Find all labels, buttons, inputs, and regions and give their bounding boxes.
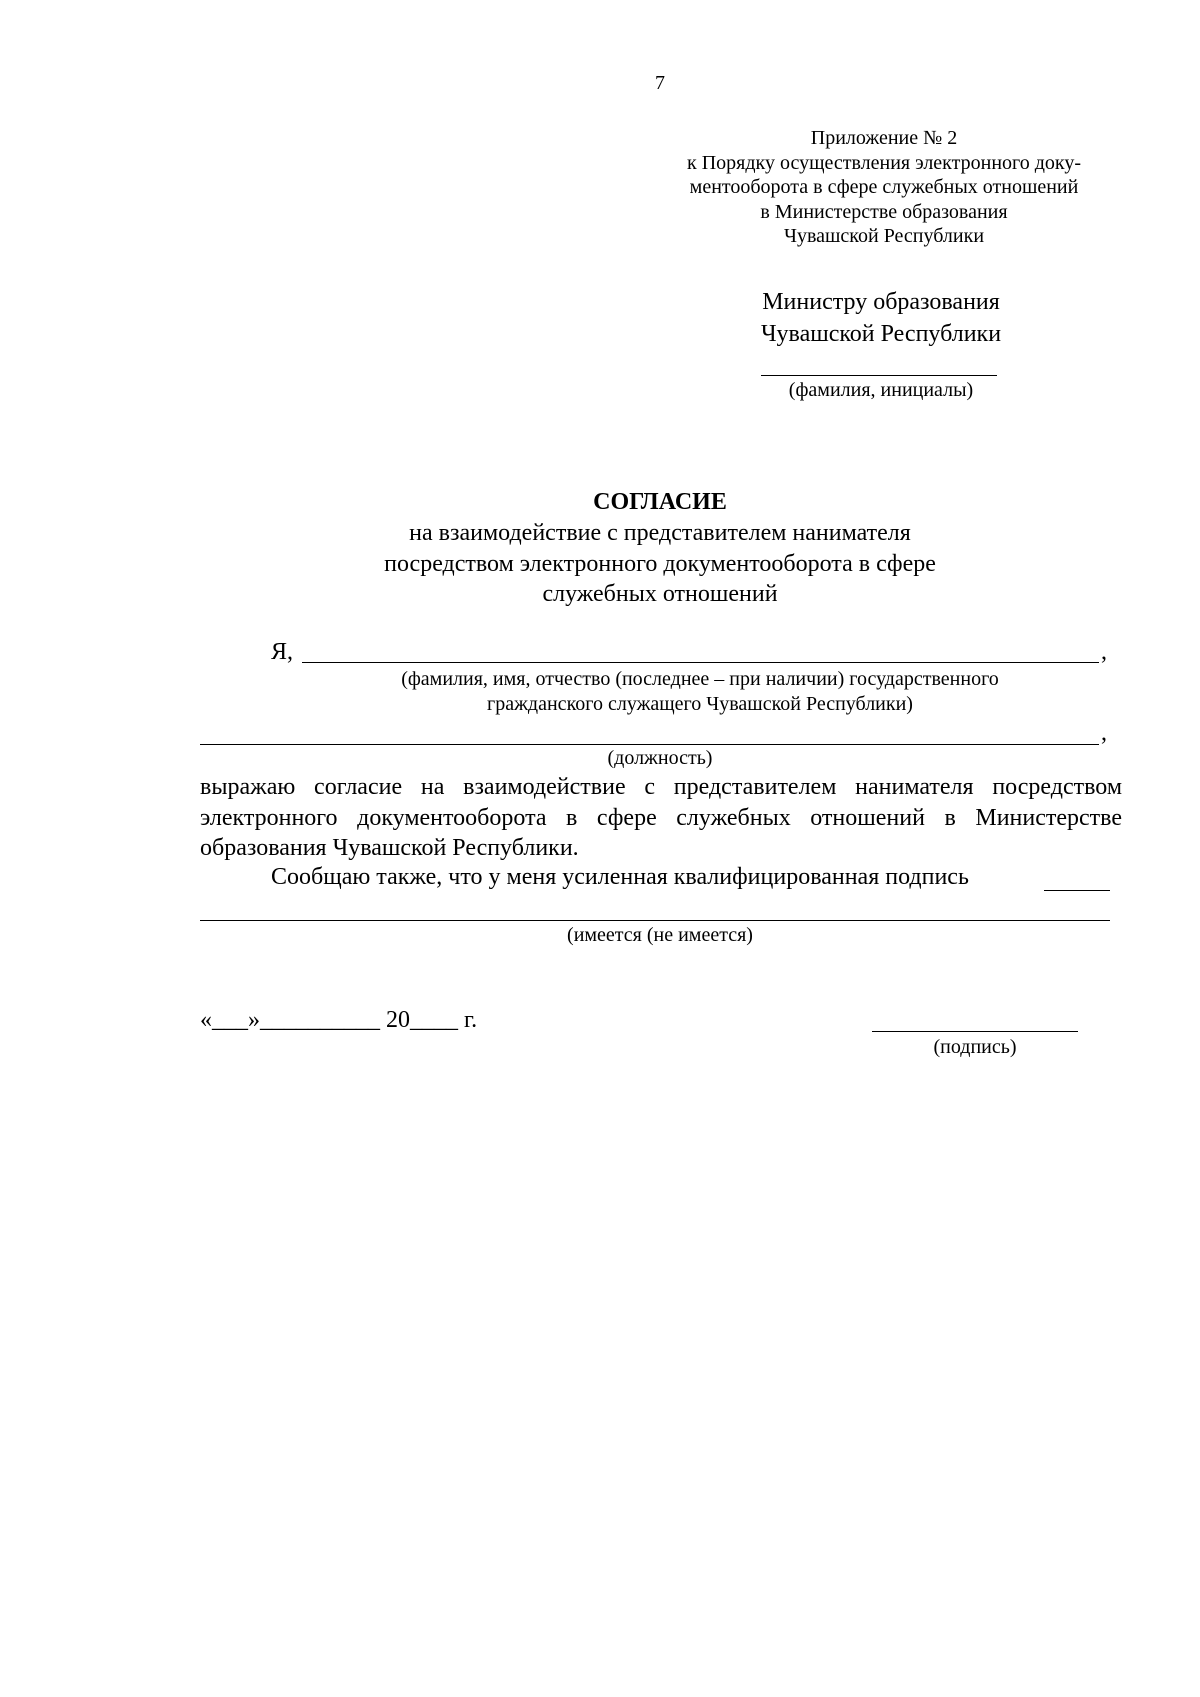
fio-caption-line: (фамилия, имя, отчество (последнее – при наличии) государственного <box>401 668 999 690</box>
appendix-block <box>648 126 1120 249</box>
body-line: электронного документооборота в сфере служебных отношений в Министерстве <box>200 804 1122 831</box>
esign-blank-full <box>200 920 1110 921</box>
fio-comma: , <box>1101 639 1107 665</box>
appendix-line: ментооборота в сфере служебных отношений <box>689 176 1079 198</box>
position-caption: (должность) <box>607 747 713 769</box>
body-line: выражаю согласие на взаимодействие с представителем нанимателя посредством <box>200 774 1122 800</box>
esign-blank-short <box>1044 890 1110 891</box>
body-line: образования Чувашской Республики. <box>200 835 579 861</box>
appendix-line: Приложение № 2 <box>810 127 958 149</box>
addressee-line: Чувашской Республики <box>760 321 1002 347</box>
subtitle-line: служебных отношений <box>542 581 778 607</box>
fio-blank <box>302 662 1099 663</box>
appendix-line: в Министерстве образования <box>760 200 1008 223</box>
date-field: «___»__________ 20____ г. <box>200 1007 478 1033</box>
signature-caption: (подпись) <box>933 1036 1017 1058</box>
page-number: 7 <box>655 72 665 94</box>
addressee-name-blank <box>761 375 997 376</box>
esign-caption: (имеется (не имеется) <box>567 924 753 946</box>
consent-paragraph <box>200 772 1122 864</box>
addressee-line: Министру образования <box>762 289 1000 315</box>
signature-blank <box>872 1031 1078 1032</box>
addressee-caption: (фамилия, инициалы) <box>788 379 974 401</box>
position-comma: , <box>1101 720 1107 746</box>
subtitle-line: на взаимодействие с представителем нанимателя <box>409 520 911 546</box>
position-blank <box>200 744 1099 745</box>
document-title: СОГЛАСИЕ <box>593 489 727 515</box>
fio-caption <box>310 667 1090 716</box>
appendix-line: Чувашской Республики <box>783 225 985 247</box>
fio-caption-line: гражданского служащего Чувашской Республики) <box>487 692 913 715</box>
esign-statement: Сообщаю также, что у меня усиленная квалифицированная подпись <box>271 864 969 890</box>
subtitle-line: посредством электронного документооборота в сфере <box>384 550 936 577</box>
fio-label: Я, <box>271 639 294 665</box>
addressee-block <box>716 286 1046 350</box>
appendix-line: к Порядку осуществления электронного доку- <box>686 151 1081 174</box>
document-subtitle <box>0 518 1200 610</box>
